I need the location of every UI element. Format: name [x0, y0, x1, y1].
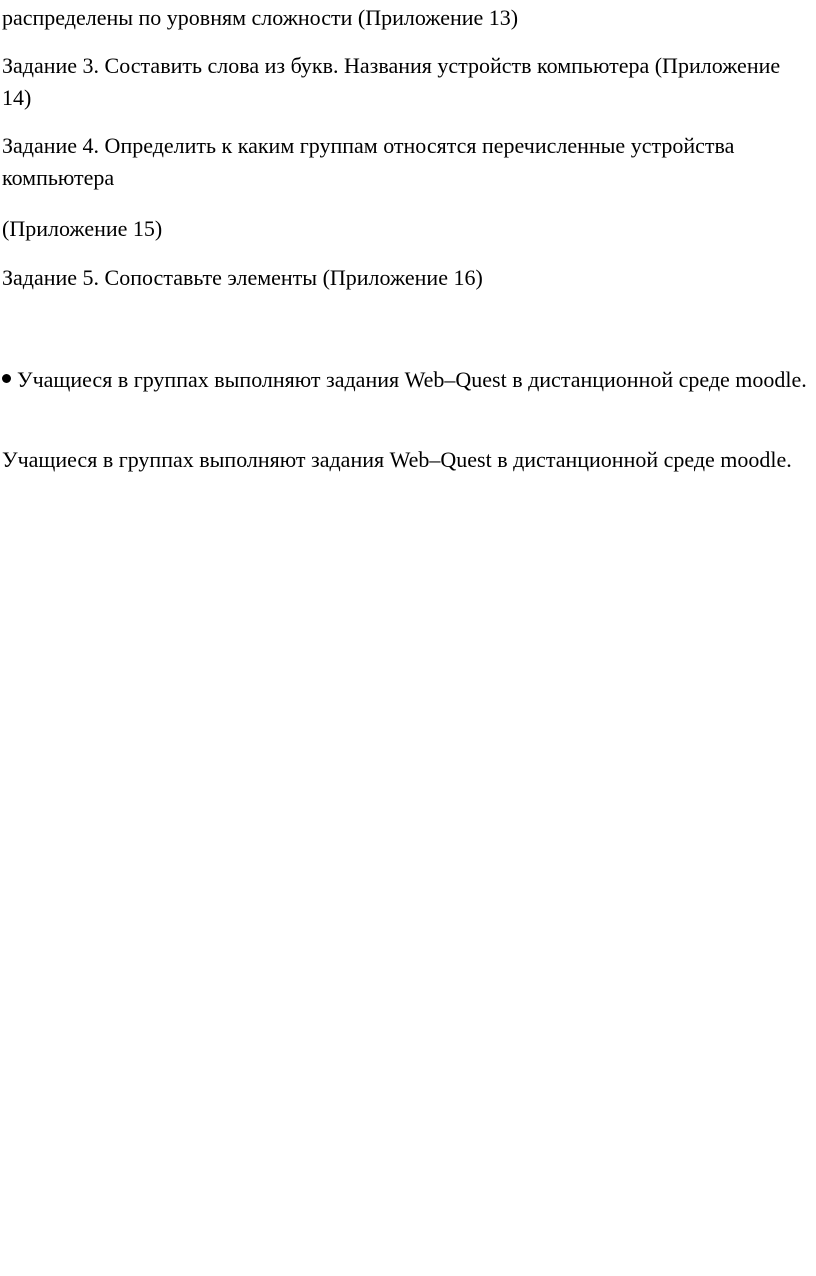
paragraph-task-5: Задание 5. Сопоставьте элементы (Приложение 16)	[2, 265, 483, 290]
bullet-item-text: Учащиеся в группах выполняют задания Web–Quest в дистанционной среде moodle.	[17, 367, 807, 392]
paragraph-task-4: Задание 4. Определить к каким группам относятся перечисленные устройства компьютера	[2, 133, 735, 190]
paragraph-closing: Учащиеся в группах выполняют задания Web–Quest в дистанционной среде moodle.	[2, 447, 792, 472]
bullet-icon	[2, 374, 11, 383]
paragraph-appendix-15: (Приложение 15)	[2, 216, 163, 241]
paragraph-task-3: Задание 3. Составить слова из букв. Названия устройств компьютера (Приложение 14)	[2, 53, 781, 110]
paragraph-levels: распределены по уровням сложности (Приложение 13)	[2, 5, 519, 30]
bullet-list-item	[2, 364, 814, 396]
